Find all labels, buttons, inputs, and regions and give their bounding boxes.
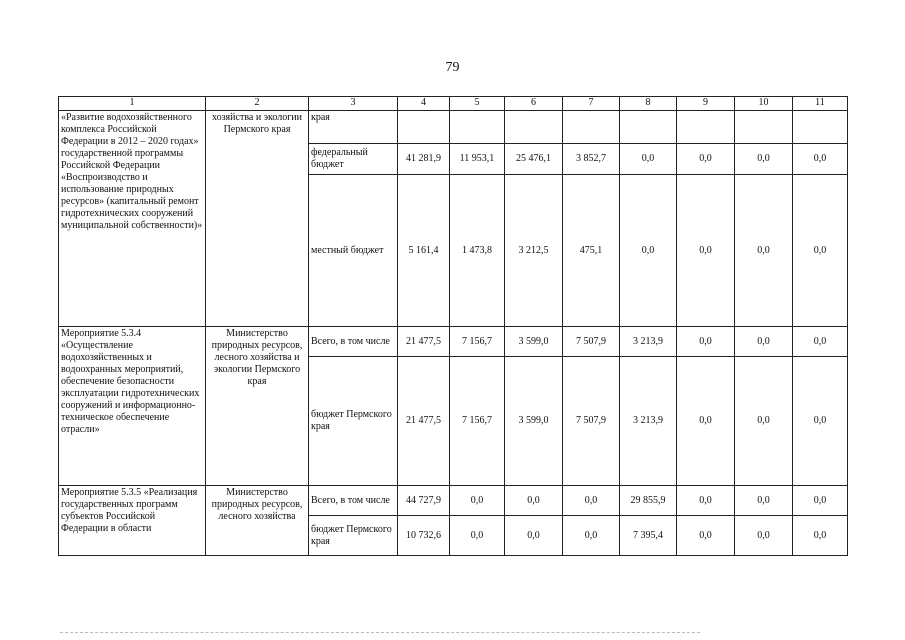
value-cell: 0,0 <box>735 327 793 357</box>
column-header: 10 <box>735 97 793 111</box>
value-cell: 0,0 <box>677 516 735 556</box>
value-cell: 7 156,7 <box>450 357 505 486</box>
value-cell: 7 156,7 <box>450 327 505 357</box>
column-header: 11 <box>793 97 848 111</box>
column-header: 8 <box>620 97 677 111</box>
column-header: 1 <box>59 97 206 111</box>
column-header: 6 <box>505 97 563 111</box>
value-cell <box>620 111 677 144</box>
value-cell: 3 599,0 <box>505 327 563 357</box>
column-header: 4 <box>398 97 450 111</box>
value-cell: 475,1 <box>563 175 620 327</box>
value-cell: 0,0 <box>793 357 848 486</box>
value-cell: 0,0 <box>793 486 848 516</box>
source-cell: бюджет Пермского края <box>309 516 398 556</box>
source-cell: бюджет Пермского края <box>309 357 398 486</box>
value-cell: 41 281,9 <box>398 144 450 175</box>
source-cell: Всего, в том числе <box>309 327 398 357</box>
budget-table <box>58 96 848 556</box>
executor-cell: Министерство природных ресурсов, лесного хозяйства и экологии Пермского края <box>206 327 309 486</box>
measure-name-cell: Мероприятие 5.3.5 «Реализация государственных программ субъектов Российской Федерации в области <box>59 486 206 556</box>
value-cell: 0,0 <box>793 516 848 556</box>
source-cell: Всего, в том числе <box>309 486 398 516</box>
measure-name-cell: «Развитие водохозяйственного комплекса Российской Федерации в 2012 – 2020 годах» государственной программы Российской Федерации «Воспроизводство и использование природных ресурсов» (капитальный ремонт гидротехнических сооружений муниципальной собственности)» <box>59 111 206 327</box>
measure-name-cell: Мероприятие 5.3.4 «Осуществление водохозяйственных и водоохранных мероприятий, обеспечение безопасности эксплуатации гидротехнических сооружений и информационно-техническое обеспечение отрасли» <box>59 327 206 486</box>
value-cell: 25 476,1 <box>505 144 563 175</box>
value-cell <box>735 111 793 144</box>
value-cell: 44 727,9 <box>398 486 450 516</box>
value-cell: 0,0 <box>677 144 735 175</box>
column-header: 7 <box>563 97 620 111</box>
value-cell: 0,0 <box>563 486 620 516</box>
value-cell: 1 473,8 <box>450 175 505 327</box>
value-cell: 0,0 <box>450 516 505 556</box>
executor-cell: хозяйства и экологии Пермского края <box>206 111 309 327</box>
column-header: 3 <box>309 97 398 111</box>
value-cell <box>450 111 505 144</box>
value-cell: 0,0 <box>793 327 848 357</box>
value-cell: 0,0 <box>677 327 735 357</box>
value-cell: 21 477,5 <box>398 357 450 486</box>
value-cell <box>398 111 450 144</box>
value-cell: 3 212,5 <box>505 175 563 327</box>
value-cell <box>677 111 735 144</box>
value-cell: 0,0 <box>793 175 848 327</box>
value-cell <box>505 111 563 144</box>
page-number: 79 <box>445 60 460 75</box>
value-cell: 0,0 <box>735 486 793 516</box>
value-cell: 0,0 <box>563 516 620 556</box>
value-cell: 0,0 <box>620 144 677 175</box>
value-cell: 0,0 <box>677 357 735 486</box>
value-cell: 29 855,9 <box>620 486 677 516</box>
value-cell: 0,0 <box>793 144 848 175</box>
source-cell: местный бюджет <box>309 175 398 327</box>
value-cell: 0,0 <box>450 486 505 516</box>
table-row <box>59 486 848 516</box>
scan-artifact-line <box>60 632 700 633</box>
table-row <box>59 111 848 144</box>
value-cell: 21 477,5 <box>398 327 450 357</box>
header-row <box>59 97 848 111</box>
value-cell: 0,0 <box>620 175 677 327</box>
table-row <box>59 327 848 357</box>
value-cell: 3 852,7 <box>563 144 620 175</box>
value-cell: 0,0 <box>735 357 793 486</box>
value-cell: 0,0 <box>677 175 735 327</box>
value-cell: 5 161,4 <box>398 175 450 327</box>
executor-cell: Министерство природных ресурсов, лесного хозяйства <box>206 486 309 556</box>
value-cell <box>563 111 620 144</box>
value-cell: 0,0 <box>735 175 793 327</box>
value-cell: 0,0 <box>735 144 793 175</box>
value-cell: 11 953,1 <box>450 144 505 175</box>
column-header: 2 <box>206 97 309 111</box>
value-cell: 7 395,4 <box>620 516 677 556</box>
value-cell <box>793 111 848 144</box>
value-cell: 10 732,6 <box>398 516 450 556</box>
value-cell: 0,0 <box>677 486 735 516</box>
value-cell: 3 599,0 <box>505 357 563 486</box>
value-cell: 3 213,9 <box>620 327 677 357</box>
value-cell: 7 507,9 <box>563 357 620 486</box>
value-cell: 3 213,9 <box>620 357 677 486</box>
value-cell: 0,0 <box>505 516 563 556</box>
column-header: 9 <box>677 97 735 111</box>
value-cell: 7 507,9 <box>563 327 620 357</box>
value-cell: 0,0 <box>505 486 563 516</box>
value-cell: 0,0 <box>735 516 793 556</box>
column-header: 5 <box>450 97 505 111</box>
source-cell: федеральный бюджет <box>309 144 398 175</box>
source-cell: края <box>309 111 398 144</box>
